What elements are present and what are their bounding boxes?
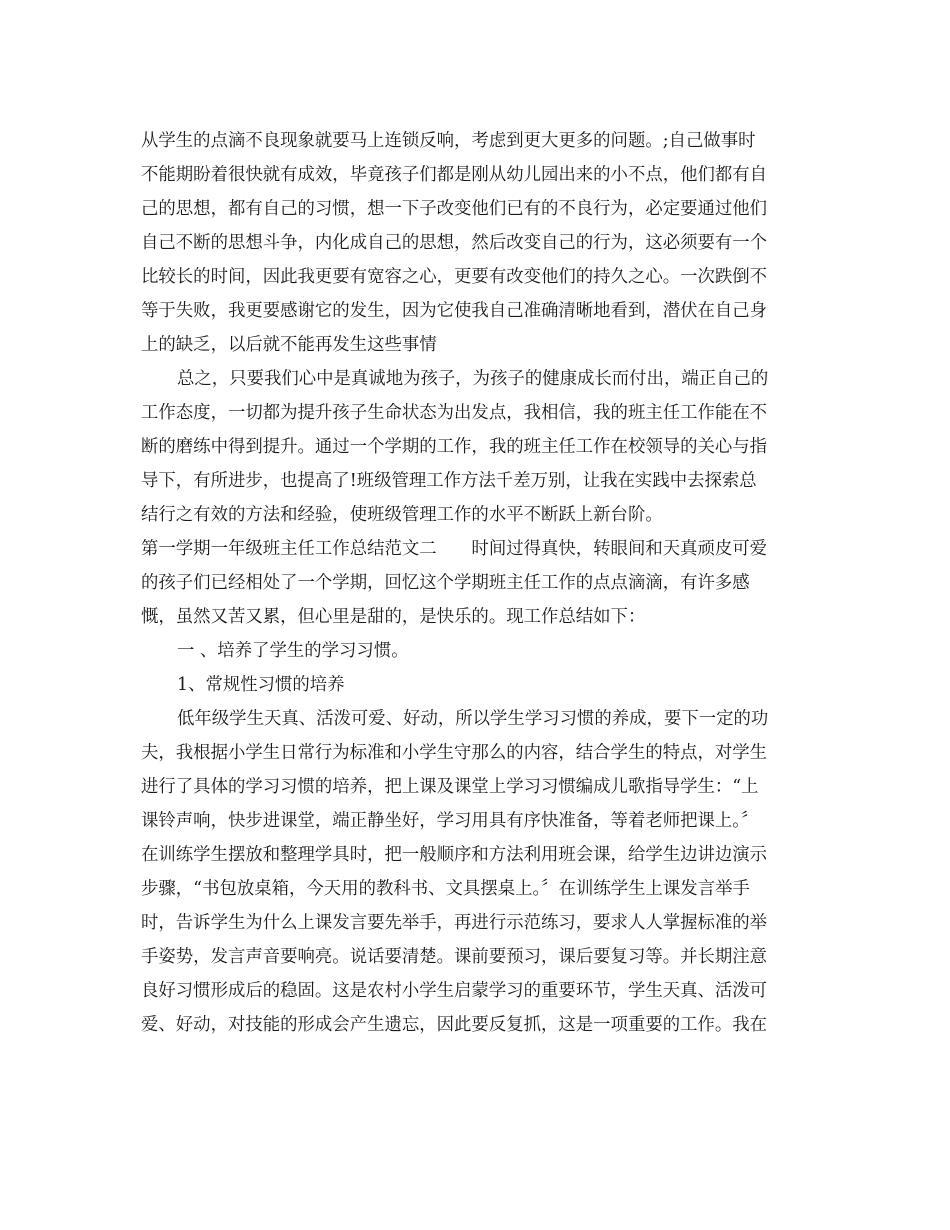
section-title-line: 第一学期一年级班主任工作总结范文二 时间过得真快，转眼间和天真顽皮可爱 <box>141 539 768 559</box>
text-line: 进行了具体的学习习惯的培养，把上课及课堂上学习习惯编成儿歌指导学生：“上 <box>141 777 759 797</box>
text-line: 步骤，“书包放桌箱，今天用的教科书、文具摆桌上。〞在训练学生上课发言举手 <box>141 879 750 899</box>
text-line: 爱、好动，对技能的形成会产生遗忘，因此要反复抓，这是一项重要的工作。我在 <box>141 1015 768 1035</box>
text-line: 在训练学生摆放和整理学具时，把一般顺序和方法利用班会课，给学生边讲边演示 <box>141 845 768 865</box>
text-line: 夫，我根据小学生日常行为标准和小学生守那么的内容，结合学生的特点，对学生 <box>141 743 768 763</box>
paragraph-start-line: 低年级学生天真、活泼可爱、好动，所以学生学习习惯的养成，要下一定的功 <box>177 709 769 729</box>
text-line: 不能期盼着很快就有成效，毕竟孩子们都是刚从幼儿园出来的小不点，他们都有自 <box>141 165 768 185</box>
text-line: 断的磨练中得到提升。通过一个学期的工作，我的班主任工作在校领导的关心与指 <box>141 437 768 457</box>
text-line: 己的思想，都有自己的习惯，想一下子改变他们已有的不良行为，必定要通过他们 <box>141 199 768 219</box>
text-line: 时，告诉学生为什么上课发言要先举手，再进行示范练习，要求人人掌握标准的举 <box>141 913 768 933</box>
text-line: 比较长的时间，因此我更要有宽容之心，更要有改变他们的持久之心。一次跌倒不 <box>141 267 768 287</box>
subheading-line: 1、常规性习惯的培养 <box>177 675 345 695</box>
text-line: 工作态度，一切都为提升孩子生命状态为出发点，我相信，我的班主任工作能在不 <box>141 403 768 423</box>
text-line: 导下，有所进步，也提高了!班级管理工作方法千差万别，让我在实践中去探索总 <box>141 471 757 491</box>
text-line: 手姿势，发言声音要响亮。说话要清楚。课前要预习，课后要复习等。并长期注意 <box>141 947 768 967</box>
heading-line: 一 、培养了学生的学习习惯。 <box>177 641 409 661</box>
text-line: 从学生的点滴不良现象就要马上连锁反响，考虑到更大更多的问题。;自己做事时 <box>141 131 756 151</box>
text-line: 结行之有效的方法和经验，使班级管理工作的水平不断跃上新台阶。 <box>141 505 663 525</box>
text-line: 课铃声响，快步进课堂，端正静坐好，学习用具有序快准备，等着老师把课上。〞 <box>141 811 759 831</box>
text-line: 等于失败，我更要感谢它的发生，因为它使我自己准确清晰地看到，潜伏在自己身 <box>141 301 768 321</box>
text-line: 的孩子们已经相处了一个学期，回忆这个学期班主任工作的点点滴滴，有许多感 <box>141 573 750 593</box>
text-line: 良好习惯形成后的稳固。这是农村小学生启蒙学习的重要环节，学生天真、活泼可 <box>141 981 768 1001</box>
text-line: 自己不断的思想斗争，内化成自己的思想，然后改变自己的行为，这必须要有一个 <box>141 233 768 253</box>
text-line: 慨，虽然又苦又累，但心里是甜的，是快乐的。现工作总结如下： <box>141 607 646 627</box>
text-line: 上的缺乏，以后就不能再发生这些事情 <box>141 335 437 355</box>
paragraph-start-line: 总之，只要我们心中是真诚地为孩子，为孩子的健康成长而付出，端正自己的 <box>177 369 769 389</box>
